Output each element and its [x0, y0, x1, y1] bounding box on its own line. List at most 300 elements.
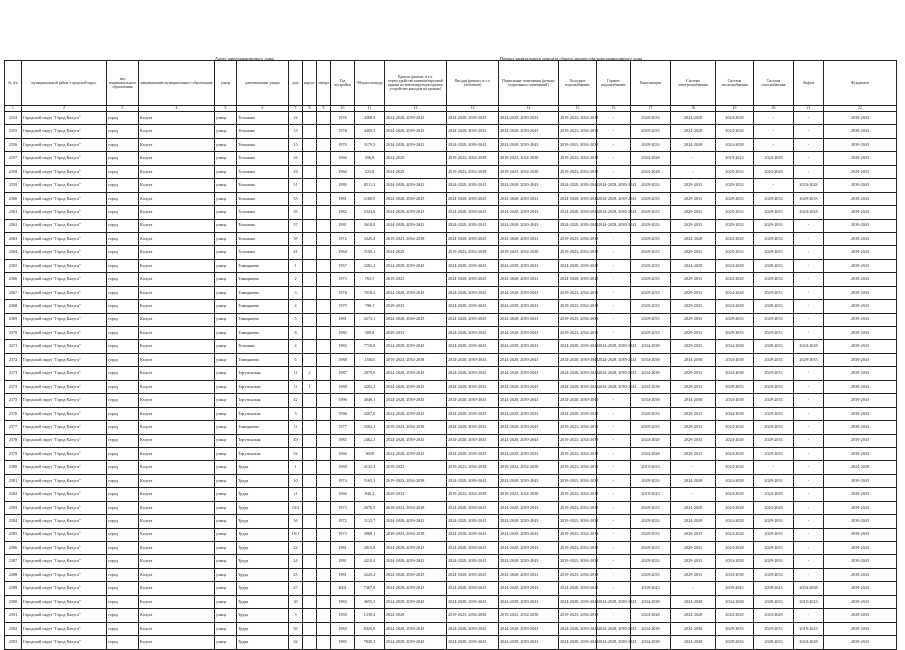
mo-type-cell: город	[107, 568, 139, 581]
column-header: Год постройки	[331, 61, 355, 106]
street-type-cell: улица	[215, 501, 237, 514]
facade-cell: 2019-2023, 2034-2038	[447, 461, 499, 474]
facade-cell: 2024-2028, 2039-2043	[447, 380, 499, 393]
year-cell: 1984	[331, 622, 355, 635]
heat-cell: 2024-2028	[716, 112, 754, 125]
mo-name-cell: Калуга	[139, 192, 215, 205]
table-row	[5, 125, 897, 138]
table-row	[5, 179, 897, 192]
hot-water-cell: -	[597, 138, 631, 151]
street-name-cell: Тарутинская	[237, 407, 289, 420]
street-name-cell: Тимирязева	[237, 327, 289, 340]
lift-cell: -	[794, 300, 824, 313]
year-cell: 1980	[331, 327, 355, 340]
facade-cell: 2024-2028, 2039-2043	[447, 542, 499, 555]
mo-type-cell: город	[107, 501, 139, 514]
electric-cell: 2034-2038	[671, 636, 716, 649]
row-number: 2359	[5, 179, 22, 192]
mo-name-cell: Калуга	[139, 394, 215, 407]
roof-cell: 2024-2028, 2039-2043	[385, 367, 447, 380]
letter-cell	[317, 353, 331, 366]
mo-name-cell: Калуга	[139, 327, 215, 340]
facade-cell: 2024-2028, 2039-2043	[447, 636, 499, 649]
lift-cell: -	[794, 501, 824, 514]
year-cell: 1960	[331, 488, 355, 501]
cold-water-cell: 2024-2028, 2039-2043	[559, 259, 597, 272]
area-cell: 7367,8	[355, 582, 385, 595]
lift-cell: 2024-2028	[794, 206, 824, 219]
district-cell: Городской округ "Город Калуга"	[22, 380, 107, 393]
street-type-cell: улица	[215, 555, 237, 568]
street-name-cell: Тельмана	[237, 340, 289, 353]
table-row	[5, 488, 897, 501]
sewer-cell: 2034-2038	[631, 636, 671, 649]
column-number: 9	[317, 106, 331, 112]
mo-name-cell: Калуга	[139, 568, 215, 581]
district-cell: Городской округ "Город Калуга"	[22, 246, 107, 259]
cold-water-cell: 2024-2028, 2039-2043	[559, 340, 597, 353]
gas-cell: 2029-2033	[754, 259, 794, 272]
gas-cell: 2029-2033	[754, 192, 794, 205]
mo-type-cell: город	[107, 259, 139, 272]
year-cell: 1977	[331, 421, 355, 434]
house-cell: 33	[289, 192, 303, 205]
table-row	[5, 206, 897, 219]
foundation-cell: 2039-2043	[824, 192, 897, 205]
house-cell: 52	[289, 447, 303, 460]
basement-cell: 2024-2028, 2039-2043	[499, 192, 559, 205]
foundation-cell: 2039-2043	[824, 246, 897, 259]
area-cell: 2813,9	[355, 542, 385, 555]
sewer-cell: 2029-2033	[631, 327, 671, 340]
house-cell: 49	[289, 434, 303, 447]
house-cell: 1	[289, 461, 303, 474]
row-number: 2374	[5, 380, 22, 393]
cold-water-cell: 2019-2023, 2034-2038	[559, 555, 597, 568]
cold-water-cell: 2019-2023, 2034-2038	[559, 515, 597, 528]
sewer-cell: 2029-2033	[631, 421, 671, 434]
district-cell: Городской округ "Город Калуга"	[22, 501, 107, 514]
hot-water-cell: -	[597, 542, 631, 555]
mo-type-cell: город	[107, 273, 139, 286]
gas-cell: 2029-2033	[754, 421, 794, 434]
row-number: 2364	[5, 246, 22, 259]
sewer-cell: 2029-2033	[631, 192, 671, 205]
corpus-cell	[303, 568, 317, 581]
table-row	[5, 367, 897, 380]
row-number: 2376	[5, 407, 22, 420]
street-type-cell: улица	[215, 515, 237, 528]
column-number: 19	[716, 106, 754, 112]
year-cell: 1988	[331, 353, 355, 366]
gas-cell: 2029-2033	[754, 568, 794, 581]
corpus-cell	[303, 219, 317, 232]
facade-cell: 2024-2028, 2039-2043	[447, 259, 499, 272]
hot-water-cell: -	[597, 259, 631, 272]
area-cell: 5165,3	[355, 474, 385, 487]
facade-cell: 2024-2028, 2039-2043	[447, 394, 499, 407]
roof-cell: 2024-2028, 2039-2043	[385, 515, 447, 528]
sewer-cell: 2034-2038	[631, 380, 671, 393]
cold-water-cell: 2024-2028, 2039-2043	[559, 206, 597, 219]
cold-water-cell: 2019-2023, 2034-2038	[559, 488, 597, 501]
year-cell: 1988	[331, 380, 355, 393]
lift-cell: -	[794, 394, 824, 407]
mo-type-cell: город	[107, 192, 139, 205]
electric-cell: 2029-2033	[671, 447, 716, 460]
area-cell: 796,1	[355, 300, 385, 313]
street-type-cell: улица	[215, 609, 237, 622]
mo-name-cell: Калуга	[139, 340, 215, 353]
cold-water-cell: 2024-2028, 2039-2043	[559, 582, 597, 595]
hot-water-cell: 2024-2028, 2039-2043	[597, 595, 631, 608]
street-type-cell: улица	[215, 474, 237, 487]
district-cell: Городской округ "Город Калуга"	[22, 232, 107, 245]
lift-cell: -	[794, 232, 824, 245]
roof-cell: 2024-2028	[385, 246, 447, 259]
table-row	[5, 380, 897, 393]
year-cell: 1984	[331, 595, 355, 608]
mo-name-cell: Калуга	[139, 380, 215, 393]
table-row	[5, 273, 897, 286]
corpus-cell	[303, 407, 317, 420]
column-number: 7	[289, 106, 303, 112]
row-number: 2389	[5, 582, 22, 595]
cold-water-cell: 2019-2023, 2034-2038	[559, 327, 597, 340]
area-cell: 2676,5	[355, 501, 385, 514]
heat-cell: 2029-2033	[716, 636, 754, 649]
heat-cell: 2034-2038	[716, 353, 754, 366]
table-row	[5, 246, 897, 259]
hot-water-cell: 2024-2028, 2039-2043	[597, 192, 631, 205]
electric-cell: 2029-2033	[671, 327, 716, 340]
street-name-cell: Тимирязева	[237, 353, 289, 366]
table-row	[5, 138, 897, 151]
sewer-cell: 2034-2038	[631, 367, 671, 380]
district-cell: Городской округ "Город Калуга"	[22, 407, 107, 420]
sewer-cell: 2024-2028	[631, 434, 671, 447]
electric-cell: -	[671, 165, 716, 178]
district-cell: Городской округ "Город Калуга"	[22, 394, 107, 407]
mo-type-cell: город	[107, 246, 139, 259]
hot-water-cell: -	[597, 447, 631, 460]
mo-name-cell: Калуга	[139, 152, 215, 165]
heat-cell: 2029-2033	[716, 179, 754, 192]
mo-type-cell: город	[107, 353, 139, 366]
year-cell: 1976	[331, 112, 355, 125]
row-number: 2370	[5, 327, 22, 340]
lift-cell: -	[794, 125, 824, 138]
house-cell: 15	[289, 138, 303, 151]
lift-cell: -	[794, 407, 824, 420]
gas-cell: -	[754, 461, 794, 474]
corpus-cell	[303, 246, 317, 259]
letter-cell	[317, 622, 331, 635]
lift-cell: -	[794, 528, 824, 541]
corpus-cell: 1	[303, 380, 317, 393]
foundation-cell: 2039-2043	[824, 313, 897, 326]
mo-type-cell: город	[107, 112, 139, 125]
foundation-cell: 2039-2043	[824, 380, 897, 393]
corpus-cell	[303, 112, 317, 125]
letter-cell	[317, 528, 331, 541]
cold-water-cell: 2024-2028, 2039-2043	[559, 622, 597, 635]
electric-cell: 2024-2028	[671, 138, 716, 151]
lift-cell: -	[794, 152, 824, 165]
street-name-cell: Тельмана	[237, 192, 289, 205]
cold-water-cell: 2019-2023, 2034-2038	[559, 447, 597, 460]
corpus-cell	[303, 206, 317, 219]
street-name-cell: Труда	[237, 622, 289, 635]
letter-cell	[317, 474, 331, 487]
foundation-cell: 2039-2043	[824, 474, 897, 487]
heat-cell: 2024-2028	[716, 232, 754, 245]
row-number: 2361	[5, 206, 22, 219]
foundation-cell: 2039-2043	[824, 555, 897, 568]
street-type-cell: улица	[215, 327, 237, 340]
house-cell: 13	[289, 125, 303, 138]
street-name-cell: Труда	[237, 555, 289, 568]
mo-type-cell: город	[107, 447, 139, 460]
facade-cell: 2024-2028, 2039-2043	[447, 206, 499, 219]
street-name-cell: Тимирязева	[237, 313, 289, 326]
hot-water-cell: -	[597, 461, 631, 474]
corpus-cell	[303, 327, 317, 340]
street-name-cell: Труда	[237, 542, 289, 555]
hot-water-cell: -	[597, 555, 631, 568]
house-cell: 5	[289, 407, 303, 420]
row-number: 2391	[5, 609, 22, 622]
mo-type-cell: город	[107, 219, 139, 232]
hot-water-cell: 2024-2028, 2039-2043	[597, 622, 631, 635]
foundation-cell: 2039-2043	[824, 568, 897, 581]
gas-cell: -	[754, 179, 794, 192]
house-cell: 30	[289, 595, 303, 608]
sewer-cell: 2029-2033	[631, 568, 671, 581]
area-cell: 3382,1	[355, 421, 385, 434]
column-header: Холодное водоснабжение	[559, 61, 597, 106]
letter-cell	[317, 367, 331, 380]
mo-type-cell: город	[107, 434, 139, 447]
sewer-cell: 2029-2033	[631, 474, 671, 487]
address-group-heading: Адрес многоквартирного дома	[215, 56, 274, 61]
street-name-cell: Тельмана	[237, 246, 289, 259]
year-cell: 1996	[331, 394, 355, 407]
district-cell: Городской округ "Город Калуга"	[22, 192, 107, 205]
sewer-cell: 2029-2033	[631, 206, 671, 219]
electric-cell: 2029-2033	[671, 192, 716, 205]
column-header: литера	[317, 61, 331, 106]
gas-cell: 2024-2028	[754, 501, 794, 514]
house-cell: 5	[289, 313, 303, 326]
district-cell: Городской округ "Город Калуга"	[22, 515, 107, 528]
basement-cell: 2019-2023, 2034-2038	[499, 165, 559, 178]
area-cell: 523,8	[355, 165, 385, 178]
sewer-cell: 2029-2033	[631, 112, 671, 125]
letter-cell	[317, 434, 331, 447]
roof-cell: 2024-2028, 2039-2043	[385, 380, 447, 393]
year-cell: 1981	[331, 192, 355, 205]
street-type-cell: улица	[215, 246, 237, 259]
heat-cell: 2029-2033	[716, 219, 754, 232]
mo-type-cell: город	[107, 421, 139, 434]
column-number: 16	[597, 106, 631, 112]
area-cell: 3132,7	[355, 515, 385, 528]
mo-name-cell: Калуга	[139, 528, 215, 541]
roof-cell: 2029-2033	[385, 327, 447, 340]
roof-cell: 2019-2023, 2034-2038	[385, 474, 447, 487]
mo-type-cell: город	[107, 340, 139, 353]
area-cell: 3179,5	[355, 138, 385, 151]
corpus-cell	[303, 232, 317, 245]
mo-type-cell: город	[107, 622, 139, 635]
lift-cell: -	[794, 447, 824, 460]
district-cell: Городской округ "Город Калуга"	[22, 340, 107, 353]
lift-cell: -	[794, 434, 824, 447]
year-cell: 1960	[331, 461, 355, 474]
electric-cell: 2024-2028	[671, 232, 716, 245]
sewer-cell: 2024-2028	[631, 447, 671, 460]
roof-cell: 2019-2023, 2034-2038	[385, 501, 447, 514]
sewer-cell: 2029-2033	[631, 259, 671, 272]
row-number: 2375	[5, 394, 22, 407]
area-cell: 4273,1	[355, 313, 385, 326]
year-cell: 1980	[331, 179, 355, 192]
house-cell: 39	[289, 232, 303, 245]
column-header: Система теплоснабжения	[716, 61, 754, 106]
year-cell: 1985	[331, 434, 355, 447]
column-header: муниципальный район /городской округ	[22, 61, 107, 106]
corpus-cell	[303, 152, 317, 165]
year-cell: 1978	[331, 138, 355, 151]
corpus-cell	[303, 434, 317, 447]
heat-cell: 2024-2028	[716, 421, 754, 434]
electric-cell: 2029-2033	[671, 219, 716, 232]
area-cell: 7718,8	[355, 340, 385, 353]
electric-cell: 2029-2033	[671, 555, 716, 568]
district-cell: Городской округ "Город Калуга"	[22, 138, 107, 151]
hot-water-cell: -	[597, 246, 631, 259]
corpus-cell	[303, 165, 317, 178]
roof-cell: 2024-2028, 2039-2043	[385, 340, 447, 353]
sewer-cell: 2029-2033	[631, 246, 671, 259]
letter-cell	[317, 313, 331, 326]
roof-cell: 2019-2023, 2034-2038	[385, 353, 447, 366]
row-number: 2355	[5, 125, 22, 138]
electric-cell: 2029-2033	[671, 380, 716, 393]
street-type-cell: улица	[215, 313, 237, 326]
letter-cell	[317, 421, 331, 434]
area-cell: 4220,4	[355, 568, 385, 581]
roof-cell: 2024-2028	[385, 152, 447, 165]
district-cell: Городской округ "Город Калуга"	[22, 286, 107, 299]
foundation-cell: 2039-2043	[824, 407, 897, 420]
table-row	[5, 542, 897, 555]
street-name-cell: Тарутинская	[237, 394, 289, 407]
row-number: 2385	[5, 528, 22, 541]
lift-cell: -	[794, 474, 824, 487]
foundation-cell: 2039-2043	[824, 542, 897, 555]
foundation-cell: 2039-2043	[824, 515, 897, 528]
heat-cell: 2024-2028	[716, 474, 754, 487]
gas-cell: 2029-2033	[754, 555, 794, 568]
year-cell: 1981	[331, 542, 355, 555]
electric-cell: 2029-2033	[671, 407, 716, 420]
foundation-cell: 2029-2033	[824, 165, 897, 178]
cold-water-cell: 2024-2028, 2039-2043	[559, 636, 597, 649]
table-row	[5, 300, 897, 313]
gas-cell: 2029-2033	[754, 273, 794, 286]
mo-name-cell: Калуга	[139, 488, 215, 501]
column-number: 8	[303, 106, 317, 112]
sewer-cell: 2029-2033	[631, 515, 671, 528]
row-number: 2358	[5, 165, 22, 178]
foundation-cell: 2039-2043	[824, 232, 897, 245]
mo-name-cell: Калуга	[139, 622, 215, 635]
mo-name-cell: Калуга	[139, 407, 215, 420]
gas-cell: 2024-2028	[754, 152, 794, 165]
roof-cell: 2024-2028, 2039-2043	[385, 555, 447, 568]
mo-type-cell: город	[107, 327, 139, 340]
cold-water-cell: 2024-2028, 2039-2043	[559, 179, 597, 192]
heat-cell: 2034-2038	[716, 595, 754, 608]
mo-name-cell: Калуга	[139, 434, 215, 447]
table-row	[5, 219, 897, 232]
corpus-cell	[303, 192, 317, 205]
hot-water-cell: -	[597, 165, 631, 178]
facade-cell: 2024-2028, 2039-2043	[447, 179, 499, 192]
mo-type-cell: город	[107, 636, 139, 649]
district-cell: Городской округ "Город Калуга"	[22, 421, 107, 434]
street-type-cell: улица	[215, 206, 237, 219]
facade-cell: 2024-2028, 2039-2043	[447, 528, 499, 541]
heat-cell: 2029-2033	[716, 192, 754, 205]
roof-cell: 2024-2028, 2039-2043	[385, 636, 447, 649]
column-number: 10	[331, 106, 355, 112]
basement-cell: 2024-2028, 2039-2043	[499, 380, 559, 393]
table-row	[5, 394, 897, 407]
letter-cell	[317, 259, 331, 272]
street-type-cell: улица	[215, 112, 237, 125]
column-header: Кровля (ремонт, в т.ч. переустройство невентилируемой крыши на вентилируемую крышу, устройство выходов на кровлю)	[385, 61, 447, 106]
basement-cell: 2024-2028, 2039-2043	[499, 568, 559, 581]
roof-cell: 2029-2033	[385, 488, 447, 501]
electric-cell: 2024-2028	[671, 501, 716, 514]
roof-cell: 2024-2028, 2039-2043	[385, 219, 447, 232]
foundation-cell: 2039-2043	[824, 273, 897, 286]
roof-cell: 2019-2023	[385, 461, 447, 474]
district-cell: Городской округ "Город Калуга"	[22, 165, 107, 178]
district-cell: Городской округ "Город Калуга"	[22, 609, 107, 622]
letter-cell	[317, 340, 331, 353]
area-cell: 2202,2	[355, 380, 385, 393]
hot-water-cell: -	[597, 300, 631, 313]
street-type-cell: улица	[215, 232, 237, 245]
house-cell: 12	[289, 112, 303, 125]
column-header: Фасады (ремонт, в т.ч. утепление)	[447, 61, 499, 106]
basement-cell: 2024-2028, 2039-2043	[499, 259, 559, 272]
street-name-cell: Тельмана	[237, 138, 289, 151]
house-cell: 11	[289, 380, 303, 393]
cold-water-cell: 2019-2023, 2034-2038	[559, 313, 597, 326]
mo-name-cell: Калуга	[139, 367, 215, 380]
area-cell: 4207,6	[355, 407, 385, 420]
area-cell: 4210,4	[355, 555, 385, 568]
corpus-cell	[303, 595, 317, 608]
column-header: тип муниципального образования	[107, 61, 139, 106]
heat-cell: 2024-2028	[716, 609, 754, 622]
street-type-cell: улица	[215, 407, 237, 420]
